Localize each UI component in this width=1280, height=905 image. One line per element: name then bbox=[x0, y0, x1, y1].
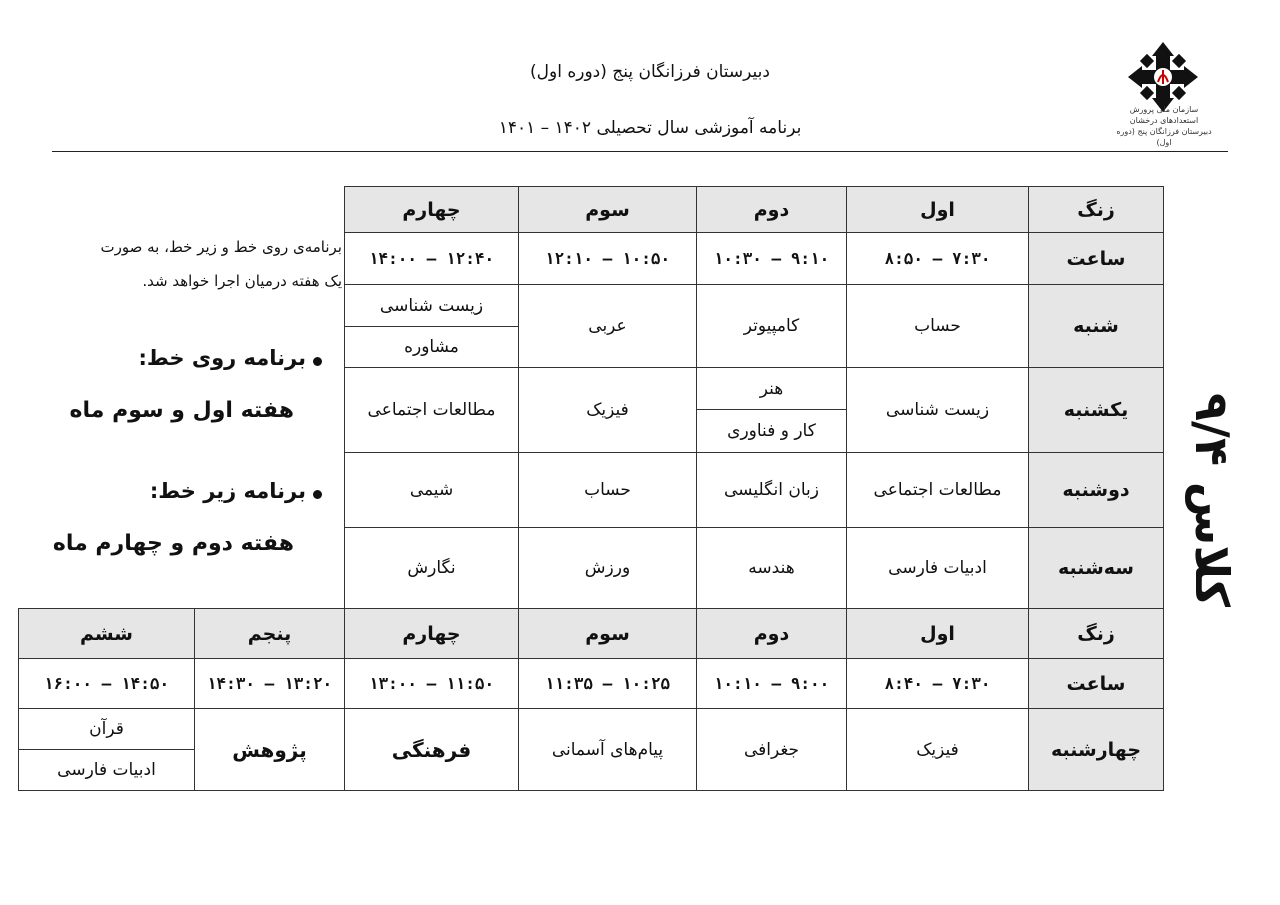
class-cell: مطالعات اجتماعی bbox=[847, 453, 1029, 528]
time-label-cell: ساعت bbox=[1029, 233, 1164, 285]
class-cell: فیزیک bbox=[519, 368, 697, 453]
period-time: ۱۰:۲۵ – ۱۱:۳۵ bbox=[519, 659, 697, 709]
day-cell-wednesday: چهارشنبه bbox=[1029, 709, 1164, 791]
period-time: ۱۳:۲۰ – ۱۴:۳۰ bbox=[195, 659, 345, 709]
period-header: چهارم bbox=[345, 187, 519, 233]
under-line-heading: برنامه زیر خط: bbox=[149, 479, 306, 503]
logo-caption bbox=[1112, 104, 1216, 148]
class-cell: فیزیک bbox=[847, 709, 1029, 791]
class-cell: هندسه bbox=[697, 528, 847, 609]
period-time: ۱۲:۴۰ – ۱۴:۰۰ bbox=[345, 233, 519, 285]
class-cell: عربی bbox=[519, 285, 697, 368]
bell-row bbox=[345, 187, 1164, 233]
class-cell: شیمی bbox=[345, 453, 519, 528]
bullet-icon bbox=[313, 357, 322, 366]
class-cell: جغرافی bbox=[697, 709, 847, 791]
logo-caption-line2: دبیرستان فرزانگان پنج (دوره اول) bbox=[1116, 127, 1212, 147]
class-cell: زبان انگلیسی bbox=[697, 453, 847, 528]
class-cell: نگارش bbox=[345, 528, 519, 609]
alternation-note-line1: برنامه‌ی روی خط و زیر خط، به صورت bbox=[100, 238, 342, 256]
class-cell-on-line: زیست شناسی bbox=[345, 285, 519, 327]
period-time: ۷:۳۰ – ۸:۵۰ bbox=[847, 233, 1029, 285]
class-cell-under-line: مشاوره bbox=[345, 327, 519, 368]
schedule-subtitle: برنامه آموزشی سال تحصیلی ۱۴۰۲ – ۱۴۰۱ bbox=[498, 118, 802, 138]
logo-caption-line1: سازمان ملی پرورش استعدادهای درخشان bbox=[1129, 105, 1199, 125]
period-header: سوم bbox=[519, 187, 697, 233]
bell-label-cell: زنگ bbox=[1029, 609, 1164, 659]
class-cell-under-line: کار و فناوری bbox=[697, 410, 847, 453]
class-cell: مطالعات اجتماعی bbox=[345, 368, 519, 453]
alternation-note-line2: یک هفته درمیان اجرا خواهد شد. bbox=[142, 272, 342, 290]
period-header: دوم bbox=[697, 609, 847, 659]
class-cell: پژوهش bbox=[195, 709, 345, 791]
school-title: دبیرستان فرزانگان پنج (دوره اول) bbox=[530, 62, 770, 82]
period-header: دوم bbox=[697, 187, 847, 233]
header-divider bbox=[52, 151, 1228, 152]
class-cell: حساب bbox=[519, 453, 697, 528]
class-cell: فرهنگی bbox=[345, 709, 519, 791]
time-row bbox=[345, 233, 1164, 285]
period-time: ۹:۱۰ – ۱۰:۳۰ bbox=[697, 233, 847, 285]
monday-row bbox=[345, 453, 1164, 528]
class-label-text: کلاس ۹/۴ bbox=[1185, 392, 1239, 608]
time-row bbox=[19, 659, 1164, 709]
class-cell: ورزش bbox=[519, 528, 697, 609]
saturday-row bbox=[345, 285, 1164, 327]
period-header: سوم bbox=[519, 609, 697, 659]
day-cell-monday: دوشنبه bbox=[1029, 453, 1164, 528]
class-cell: زیست شناسی bbox=[847, 368, 1029, 453]
period-time: ۹:۰۰ – ۱۰:۱۰ bbox=[697, 659, 847, 709]
page-header bbox=[0, 0, 1280, 160]
period-header: پنجم bbox=[195, 609, 345, 659]
day-cell-sunday: یکشنبه bbox=[1029, 368, 1164, 453]
class-cell: حساب bbox=[847, 285, 1029, 368]
period-time: ۱۴:۵۰ – ۱۶:۰۰ bbox=[19, 659, 195, 709]
period-header: چهارم bbox=[345, 609, 519, 659]
period-time: ۱۱:۵۰ – ۱۳:۰۰ bbox=[345, 659, 519, 709]
period-header: ششم bbox=[19, 609, 195, 659]
class-cell-on-line: قرآن bbox=[19, 709, 195, 750]
on-line-weeks: هفته اول و سوم ماه bbox=[69, 398, 294, 423]
under-line-weeks: هفته دوم و چهارم ماه bbox=[52, 531, 294, 556]
class-cell-under-line: ادبیات فارسی bbox=[19, 750, 195, 791]
on-line-heading: برنامه روی خط: bbox=[138, 346, 306, 370]
day-cell-saturday: شنبه bbox=[1029, 285, 1164, 368]
day-cell-tuesday: سه‌شنبه bbox=[1029, 528, 1164, 609]
period-time: ۱۰:۵۰ – ۱۲:۱۰ bbox=[519, 233, 697, 285]
period-time: ۷:۳۰ – ۸:۴۰ bbox=[847, 659, 1029, 709]
class-cell: ادبیات فارسی bbox=[847, 528, 1029, 609]
wednesday-schedule-table bbox=[18, 608, 1164, 791]
period-header: اول bbox=[847, 187, 1029, 233]
class-cell: پیام‌های آسمانی bbox=[519, 709, 697, 791]
bell-row bbox=[19, 609, 1164, 659]
sunday-row bbox=[345, 368, 1164, 410]
wednesday-row bbox=[19, 709, 1164, 750]
class-cell: کامپیوتر bbox=[697, 285, 847, 368]
class-cell-on-line: هنر bbox=[697, 368, 847, 410]
bell-label-cell: زنگ bbox=[1029, 187, 1164, 233]
class-label bbox=[1180, 380, 1244, 620]
weekly-schedule-table bbox=[344, 186, 1164, 609]
bullet-icon bbox=[313, 490, 322, 499]
period-header: اول bbox=[847, 609, 1029, 659]
tuesday-row bbox=[345, 528, 1164, 609]
time-label-cell: ساعت bbox=[1029, 659, 1164, 709]
